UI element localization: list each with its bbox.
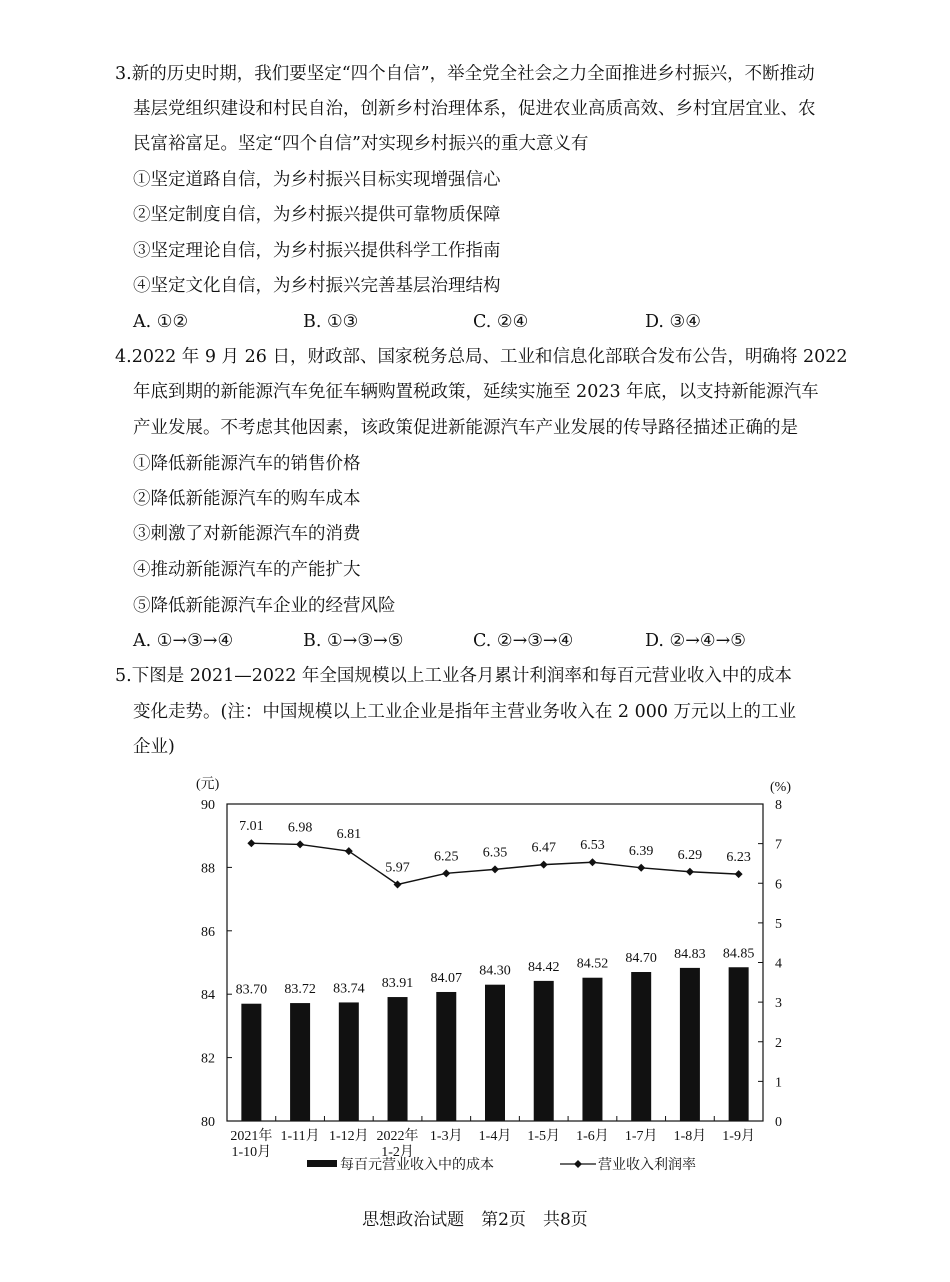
q4-item-2: ②降低新能源汽车的购车成本 <box>133 489 361 509</box>
q3-option-b: B. ①③ <box>303 312 359 332</box>
left-tick-label: 90 <box>201 798 215 813</box>
line-value-label: 6.98 <box>287 820 313 836</box>
right-tick-label: 0 <box>775 1115 782 1130</box>
left-tick-label: 88 <box>201 861 215 877</box>
q4-option-b: B. ①→③→⑤ <box>303 631 404 651</box>
line-value-label: 6.29 <box>677 847 703 863</box>
profit-rate-point <box>296 840 304 848</box>
profit-rate-point <box>588 858 596 866</box>
x-tick-label: 1-10月 <box>231 1145 272 1160</box>
q4-option-c: C. ②→③→④ <box>473 631 574 651</box>
bar-cost <box>241 1004 261 1121</box>
bar-cost <box>339 1002 359 1121</box>
q4-item-1: ①降低新能源汽车的销售价格 <box>133 454 361 474</box>
right-tick-label: 4 <box>775 956 782 972</box>
bar-value-label: 84.83 <box>674 946 706 962</box>
line-value-label: 6.53 <box>580 838 605 854</box>
legend <box>307 1156 696 1173</box>
x-tick-label: 1-6月 <box>576 1129 609 1144</box>
x-tick-label: 1-4月 <box>478 1129 512 1144</box>
bar-cost <box>290 1003 310 1121</box>
line-value-label: 6.39 <box>628 843 654 859</box>
bar-value-label: 84.70 <box>625 951 657 967</box>
profit-rate-point <box>735 870 743 878</box>
bar-cost <box>582 978 602 1121</box>
bar-value-label: 84.07 <box>430 970 463 986</box>
q5-line-2: 变化走势。(注：中国规模以上工业企业是指年主营业务收入在 2 000 万元以上的工业 <box>133 702 797 722</box>
q4-line-3: 产业发展。不考虑其他因素，该政策促进新能源汽车产业发展的传导路径描述正确的是 <box>133 418 798 438</box>
left-tick-label: 84 <box>201 988 215 1004</box>
left-tick-label: 82 <box>201 1051 215 1067</box>
profit-rate-point <box>345 847 353 855</box>
profit-rate-point <box>442 869 450 877</box>
q5-line-3: 企业) <box>133 737 175 757</box>
bar-value-label: 84.85 <box>722 946 755 962</box>
right-tick-label: 8 <box>775 798 782 813</box>
line-value-label: 6.81 <box>336 827 362 843</box>
legend-line-marker <box>574 1160 582 1168</box>
q3-line-1: 3.新的历史时期，我们要坚定“四个自信”，举全党全社会之力全面推进乡村振兴，不断推动 <box>115 64 815 84</box>
right-tick-label: 5 <box>775 916 782 932</box>
profit-rate-point <box>394 880 402 888</box>
x-tick-label: 2022年 <box>376 1129 419 1144</box>
left-tick-label: 86 <box>201 924 215 940</box>
bar-value-label: 84.52 <box>576 956 609 972</box>
legend-line-label: 营业收入利润率 <box>598 1157 696 1173</box>
left-axis-unit: (元) <box>196 777 220 792</box>
bar-value-label: 84.30 <box>479 963 511 979</box>
x-tick-label: 1-5月 <box>527 1129 561 1144</box>
x-tick-label: 2021年 <box>230 1129 273 1144</box>
bar-value-label: 83.91 <box>381 976 414 992</box>
q3-item-3: ③坚定理论自信，为乡村振兴提供科学工作指南 <box>133 241 501 261</box>
q4-item-5: ⑤降低新能源汽车企业的经营风险 <box>133 596 396 616</box>
q4-item-4: ④推动新能源汽车的产能扩大 <box>133 560 361 580</box>
x-tick-label: 1-2月 <box>381 1145 414 1160</box>
bar-cost <box>729 967 749 1121</box>
page-footer: 思想政治试题 第2页 共8页 <box>362 1210 588 1230</box>
bar-cost <box>388 997 408 1121</box>
line-value-label: 7.01 <box>239 819 264 835</box>
bar-cost <box>631 972 651 1121</box>
right-tick-label: 3 <box>775 996 782 1012</box>
profit-rate-point <box>540 861 548 869</box>
bar-value-label: 83.74 <box>333 981 365 997</box>
right-axis-unit: (%) <box>770 780 791 795</box>
line-value-label: 6.25 <box>434 849 459 865</box>
q4-option-a: A. ①→③→④ <box>133 631 234 651</box>
x-tick-label: 1-9月 <box>722 1129 755 1144</box>
profit-rate-point <box>491 865 499 873</box>
q4-line-2: 年底到期的新能源汽车免征车辆购置税政策，延续实施至 2023 年底，以支持新能源汽车 <box>133 382 819 402</box>
x-tick-label: 1-7月 <box>624 1129 658 1144</box>
bar-cost <box>680 968 700 1121</box>
bar-cost <box>485 985 505 1121</box>
legend-bar-label: 每百元营业收入中的成本 <box>340 1157 494 1173</box>
q3-item-1: ①坚定道路自信，为乡村振兴目标实现增强信心 <box>133 170 501 190</box>
profit-rate-point <box>247 839 255 847</box>
x-tick-label: 1-12月 <box>328 1129 369 1144</box>
q3-option-a: A. ①② <box>133 312 189 332</box>
q3-line-2: 基层党组织建设和村民自治，创新乡村治理体系，促进农业高质高效、乡村宜居宜业、农 <box>133 99 816 119</box>
line-value-label: 6.35 <box>482 845 508 861</box>
line-value-label: 6.47 <box>531 840 556 856</box>
q3-option-d: D. ③④ <box>645 312 701 332</box>
bar-value-label: 83.72 <box>284 982 316 998</box>
x-tick-label: 1-8月 <box>673 1129 707 1144</box>
bar-value-label: 84.42 <box>527 959 560 975</box>
legend-bar-swatch <box>307 1160 337 1167</box>
left-tick-label: 80 <box>201 1115 215 1130</box>
right-tick-label: 1 <box>775 1075 782 1091</box>
x-tick-label: 1-11月 <box>280 1129 320 1144</box>
line-value-label: 6.23 <box>726 850 751 866</box>
right-tick-label: 7 <box>775 837 782 853</box>
x-tick-label: 1-3月 <box>429 1129 463 1144</box>
q5-line-1: 5.下图是 2021—2022 年全国规模以上工业各月累计利润率和每百元营业收入中的成本 <box>115 666 792 686</box>
right-tick-label: 2 <box>775 1035 782 1051</box>
q3-item-4: ④坚定文化自信，为乡村振兴完善基层治理结构 <box>133 276 501 296</box>
profit-rate-point <box>637 864 645 872</box>
q3-item-2: ②坚定制度自信，为乡村振兴提供可靠物质保障 <box>133 205 501 225</box>
bar-cost <box>436 992 456 1121</box>
line-value-label: 5.97 <box>385 860 410 876</box>
profit-rate-point <box>686 868 694 876</box>
bar-value-label: 83.70 <box>235 982 268 998</box>
q3-line-3: 民富裕富足。坚定“四个自信”对实现乡村振兴的重大意义有 <box>133 134 589 154</box>
q4-item-3: ③刺激了对新能源汽车的消费 <box>133 524 361 544</box>
bar-cost <box>534 981 554 1121</box>
q4-option-d: D. ②→④→⑤ <box>645 631 746 651</box>
right-tick-label: 6 <box>775 877 782 893</box>
q4-line-1: 4.2022 年 9 月 26 日，财政部、国家税务总局、工业和信息化部联合发布公告，明确将 2022 <box>115 347 848 367</box>
q3-option-c: C. ②④ <box>473 312 529 332</box>
